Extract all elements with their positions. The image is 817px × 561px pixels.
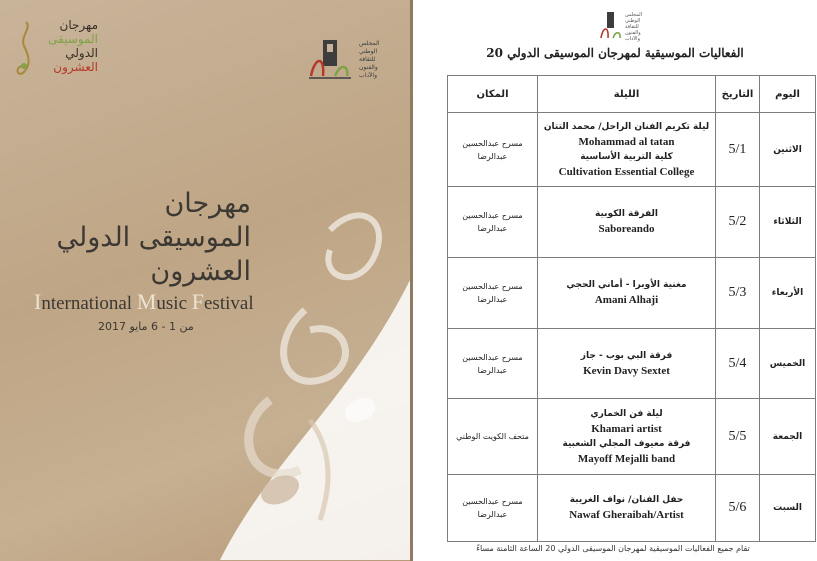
table-row xyxy=(448,113,816,187)
council-logo-line: والفنون xyxy=(359,64,378,71)
row-event xyxy=(538,258,716,329)
english-title-word: nternational xyxy=(41,293,137,314)
event-line: كلية التربية الأساسية xyxy=(580,151,673,162)
venue-line: متحف الكويت الوطني xyxy=(456,432,529,441)
english-title xyxy=(34,289,254,315)
row-date: 5/1 xyxy=(716,113,760,187)
row-venue xyxy=(448,258,538,329)
cover-title-line1: مهرجان xyxy=(164,188,251,219)
english-title-capital: I xyxy=(34,289,42,314)
festival-dates: من 1 - 6 مايو 2017 xyxy=(98,320,194,333)
english-title-capital: M xyxy=(136,289,157,314)
council-logo-line: الوطني xyxy=(359,48,378,55)
header-day: اليوم xyxy=(760,76,816,113)
english-title-word: usic xyxy=(156,293,192,314)
event-line: فرقة معيوف المجلي الشعبية xyxy=(562,438,691,449)
english-title-capital: F xyxy=(191,289,204,314)
venue-line: مسرح عبدالحسين xyxy=(462,497,523,506)
festival-logo-line: الموسيقى xyxy=(48,32,98,46)
schedule-logo-line: الوطني xyxy=(625,18,641,24)
row-date: 5/4 xyxy=(716,329,760,399)
english-title-word: estival xyxy=(204,293,254,314)
schedule-logo xyxy=(599,10,659,44)
row-venue xyxy=(448,399,538,475)
header-venue: المكان xyxy=(448,76,538,113)
row-day: الأربعاء xyxy=(760,258,816,329)
schedule-title: الفعاليات الموسيقية لمهرجان الموسيقى الدولي 20 xyxy=(486,46,744,60)
row-venue xyxy=(448,187,538,258)
cover-title-line3: العشرون xyxy=(150,256,251,287)
event-line: ليلة تكريم الفنان الراحل/ محمد التتان xyxy=(543,121,710,132)
row-event xyxy=(538,475,716,542)
venue-line: عبدالرضا xyxy=(477,224,508,233)
event-line: Khamari artist xyxy=(591,422,662,435)
row-event xyxy=(538,113,716,187)
schedule-logo-line: المجلس xyxy=(625,12,643,18)
council-logo-text xyxy=(359,40,379,80)
event-line: حفل الفنان/ نواف الغريبة xyxy=(569,495,684,505)
row-date: 5/5 xyxy=(716,399,760,475)
venue-line: عبدالرضا xyxy=(477,365,508,375)
venue-line: مسرح عبدالحسين xyxy=(462,211,523,220)
header-night: الليلة xyxy=(538,76,716,113)
violin-clef-icon xyxy=(14,20,36,78)
council-emblem-icon xyxy=(305,36,355,80)
event-line: ليلة فن الخماري xyxy=(590,408,663,419)
festival-logo-line: العشرون xyxy=(53,60,98,74)
council-logo-line: للثقافة xyxy=(359,56,376,63)
table-row xyxy=(448,329,816,399)
cover-title-line2: الموسيقى الدولي xyxy=(56,222,251,253)
venue-line: مسرح عبدالحسين xyxy=(462,138,523,148)
schedule-page xyxy=(413,0,817,561)
row-day: الثلاثاء xyxy=(760,187,816,258)
row-date: 5/2 xyxy=(716,187,760,258)
council-logo xyxy=(305,36,395,84)
council-emblem-icon xyxy=(599,10,623,40)
event-line: فرقة البي بوب - جاز xyxy=(580,350,673,361)
row-venue xyxy=(448,329,538,399)
row-day: السبت xyxy=(760,475,816,542)
council-logo-line: المجلس xyxy=(359,40,380,47)
event-line: Amani Alhaji xyxy=(594,294,659,306)
row-day: الخميس xyxy=(760,329,816,399)
schedule-logo-line: والآداب xyxy=(625,36,640,42)
venue-line: عبدالرضا xyxy=(477,510,508,519)
row-day: الجمعة xyxy=(760,399,816,475)
event-line: Nawaf Gheraibah/Artist xyxy=(569,509,684,521)
row-venue xyxy=(448,475,538,542)
row-venue xyxy=(448,113,538,187)
row-date: 5/6 xyxy=(716,475,760,542)
schedule-logo-line: والفنون xyxy=(625,30,641,36)
venue-line: مسرح عبدالحسين xyxy=(462,282,523,291)
row-event xyxy=(538,329,716,399)
table-row xyxy=(448,258,816,329)
schedule-table xyxy=(447,75,816,542)
venue-line: عبدالرضا xyxy=(477,295,508,304)
event-line: Cultivation Essential College xyxy=(558,165,695,178)
schedule-logo-text xyxy=(625,12,642,42)
event-line: Mayoff Mejalli band xyxy=(577,452,676,465)
header-date: التاريخ xyxy=(716,76,760,113)
council-logo-line: والآداب xyxy=(359,72,377,79)
row-day: الاثنين xyxy=(760,113,816,187)
festival-logo xyxy=(14,18,104,80)
event-line: Kevin Davy Sextet xyxy=(583,364,670,377)
event-line: الفرقة الكوبية xyxy=(595,209,658,219)
schedule-logo-line: للثقافة xyxy=(625,24,639,30)
table-row xyxy=(448,475,816,542)
schedule-footer: تقام جميع الفعاليات الموسيقية لمهرجان الموسيقى الدولي 20 الساعة الثامنة مساءً xyxy=(476,544,750,553)
table-header-row xyxy=(448,76,816,113)
music-notes-artwork-icon xyxy=(210,160,410,560)
festival-logo-line: الدولي xyxy=(65,46,98,60)
festival-logo-line: مهرجان xyxy=(59,18,98,32)
event-line: مغنية الأوبرا - أماني الحجي xyxy=(566,280,687,290)
event-line: Mohammad al tatan xyxy=(578,135,675,148)
venue-line: عبدالرضا xyxy=(477,151,508,161)
table-row xyxy=(448,187,816,258)
row-event xyxy=(538,187,716,258)
table-row xyxy=(448,399,816,475)
row-date: 5/3 xyxy=(716,258,760,329)
venue-line: مسرح عبدالحسين xyxy=(462,352,523,362)
row-event xyxy=(538,399,716,475)
event-line: Saboreando xyxy=(598,223,655,235)
